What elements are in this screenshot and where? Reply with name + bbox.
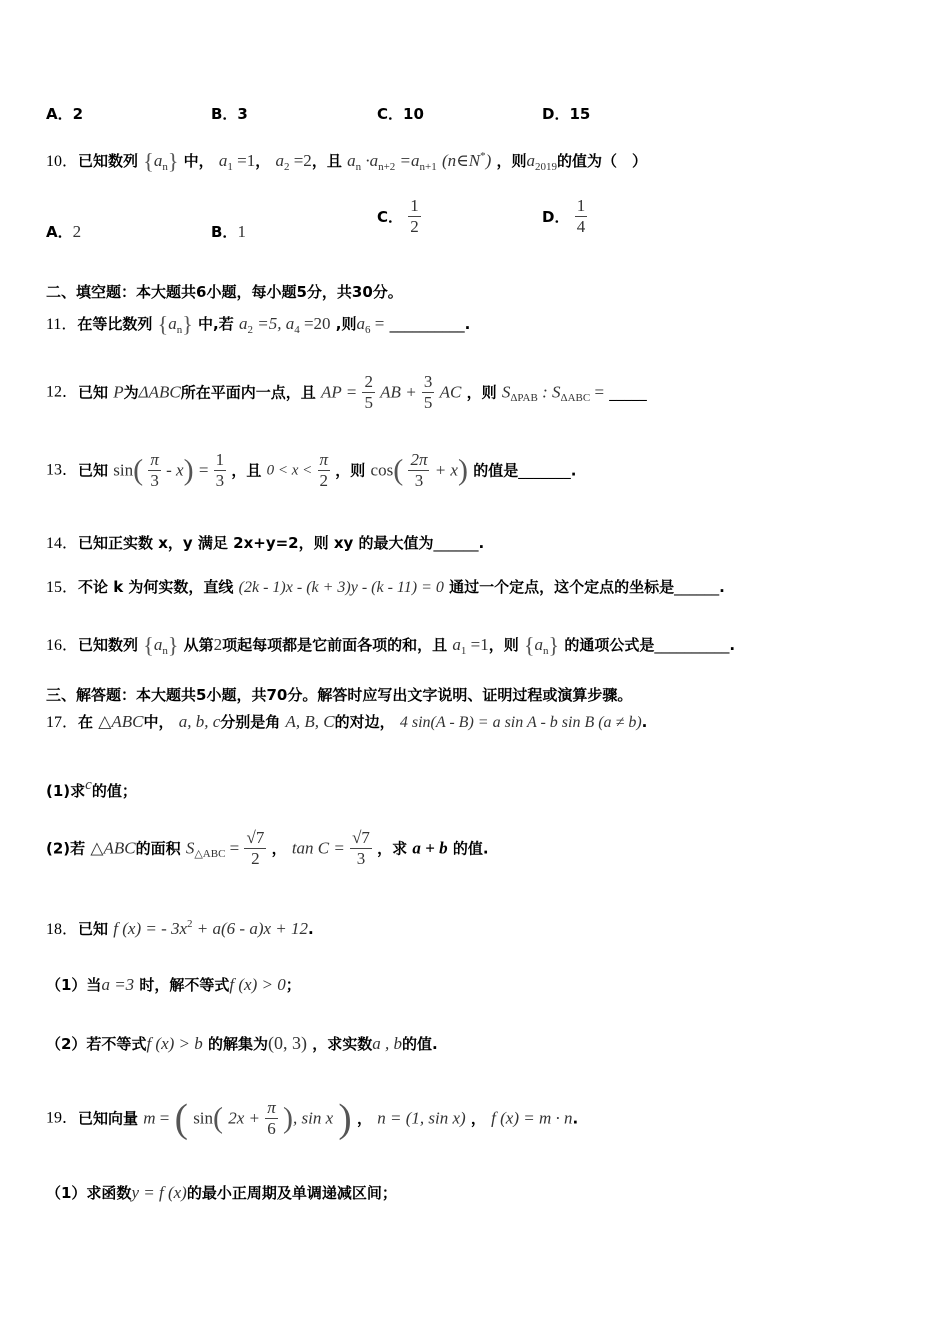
q9-option-b: B．3 <box>211 105 248 123</box>
q10-option-a: A．2 <box>46 222 82 241</box>
answer-blank: __________ <box>389 315 465 333</box>
q10-option-c: C． $\frac{1}{2}$ <box>377 196 419 236</box>
q9-option-a: A．2 <box>46 105 84 123</box>
question-18-part-2: （2）若不等式f (x) > b 的解集为(0, 3) ，求实数a , b的值. <box>46 1033 438 1053</box>
question-18: 18．已知 f (x) = - $3x^2 + a(6 - a)x + 12$. <box>46 918 314 938</box>
question-19-part-1: （1）求函数y = f (x)的最小正周期及单调递减区间； <box>46 1183 397 1202</box>
question-19: 19．已知向量 m = ( sin( 2x + $\frac{\pi}{6}$ ), sin x ) ， n = (1, sin x) ， f (x) = m · n. <box>46 1095 579 1141</box>
question-number: 10． <box>46 153 79 170</box>
question-17: 17．在 △ABC中， a, b, c分别是角 A, B, C的对边， 4 sin(A - B) = a sin A - b sin B (a ≠ b). <box>46 712 648 731</box>
question-14: 14．已知正实数 x，y 满足 2x+y=2，则 xy 的最大值为______. <box>46 534 485 552</box>
section-2-header: 二、填空题：本大题共6小题，每小题5分，共30分。 <box>46 283 403 301</box>
q10-option-d: D． $\frac{1}{4}$ <box>542 196 586 236</box>
question-10: 10．已知数列 $\{a_n\}$ 中， $a_1 =1$， $a_2 =2$，且 $a_n \cdot a_{n+2} =a_{n+1}$ (n∈N*) ，则$a_{2019}$的值为（ ） <box>46 148 647 174</box>
question-12: 12．已知 P为ΔABC所在平面内一点，且 AP = $\frac{2}{5}$ AB + $\frac{3}{5}$ AC ，则 $S_{\Delta PAB}$ : $S_{\Delta ABC}$ = _____ <box>46 372 647 412</box>
fraction: $\frac{1}{4}$ <box>576 196 586 236</box>
question-13: 13．已知 sin( $\frac{\pi}{3}$ - x) = $\frac{1}{3}$ ，且 0 < x < $\frac{\pi}{2}$ ，则 cos( $\frac{2\pi}{3}$ + x) 的值是_______. <box>46 450 577 490</box>
section-3-header: 三、解答题：本大题共5小题，共70分。解答时应写出文字说明、证明过程或演算步骤。 <box>46 686 633 704</box>
fraction: $\frac{1}{2}$ <box>410 196 419 236</box>
vector-m: m <box>143 1108 156 1128</box>
question-11: 11．在等比数列 $\{a_n\}$ 中,若 $a_2 =5$, $a_4 =20$ ,则$a_6$ = __________. <box>46 311 471 337</box>
question-16: 16．已知数列 $\{a_n\}$ 从第2项起每项都是它前面各项的和，且 $a_1 =1$，则 $\{a_n\}$ 的通项公式是__________. <box>46 632 736 658</box>
q9-option-d: D．15 <box>542 105 591 123</box>
question-17-part-2: (2)若 △ABC的面积 $S_{\triangle ABC}$ = $\frac{√7}{2}$ ， tan C = $\frac{√7}{3}$ ，求 a + b 的值. <box>46 828 489 868</box>
question-18-part-1: （1）当a =3 时，解不等式f (x) > 0； <box>46 975 301 994</box>
q10-option-b: B．1 <box>211 222 246 241</box>
question-15: 15．不论 k 为何实数，直线 (2k - 1)x - (k + 3)y - (k - 11) = 0 通过一个定点，这个定点的坐标是______. <box>46 578 725 596</box>
question-17-part-1: (1)求c的值； <box>46 777 137 800</box>
q9-option-c: C．10 <box>377 105 424 123</box>
